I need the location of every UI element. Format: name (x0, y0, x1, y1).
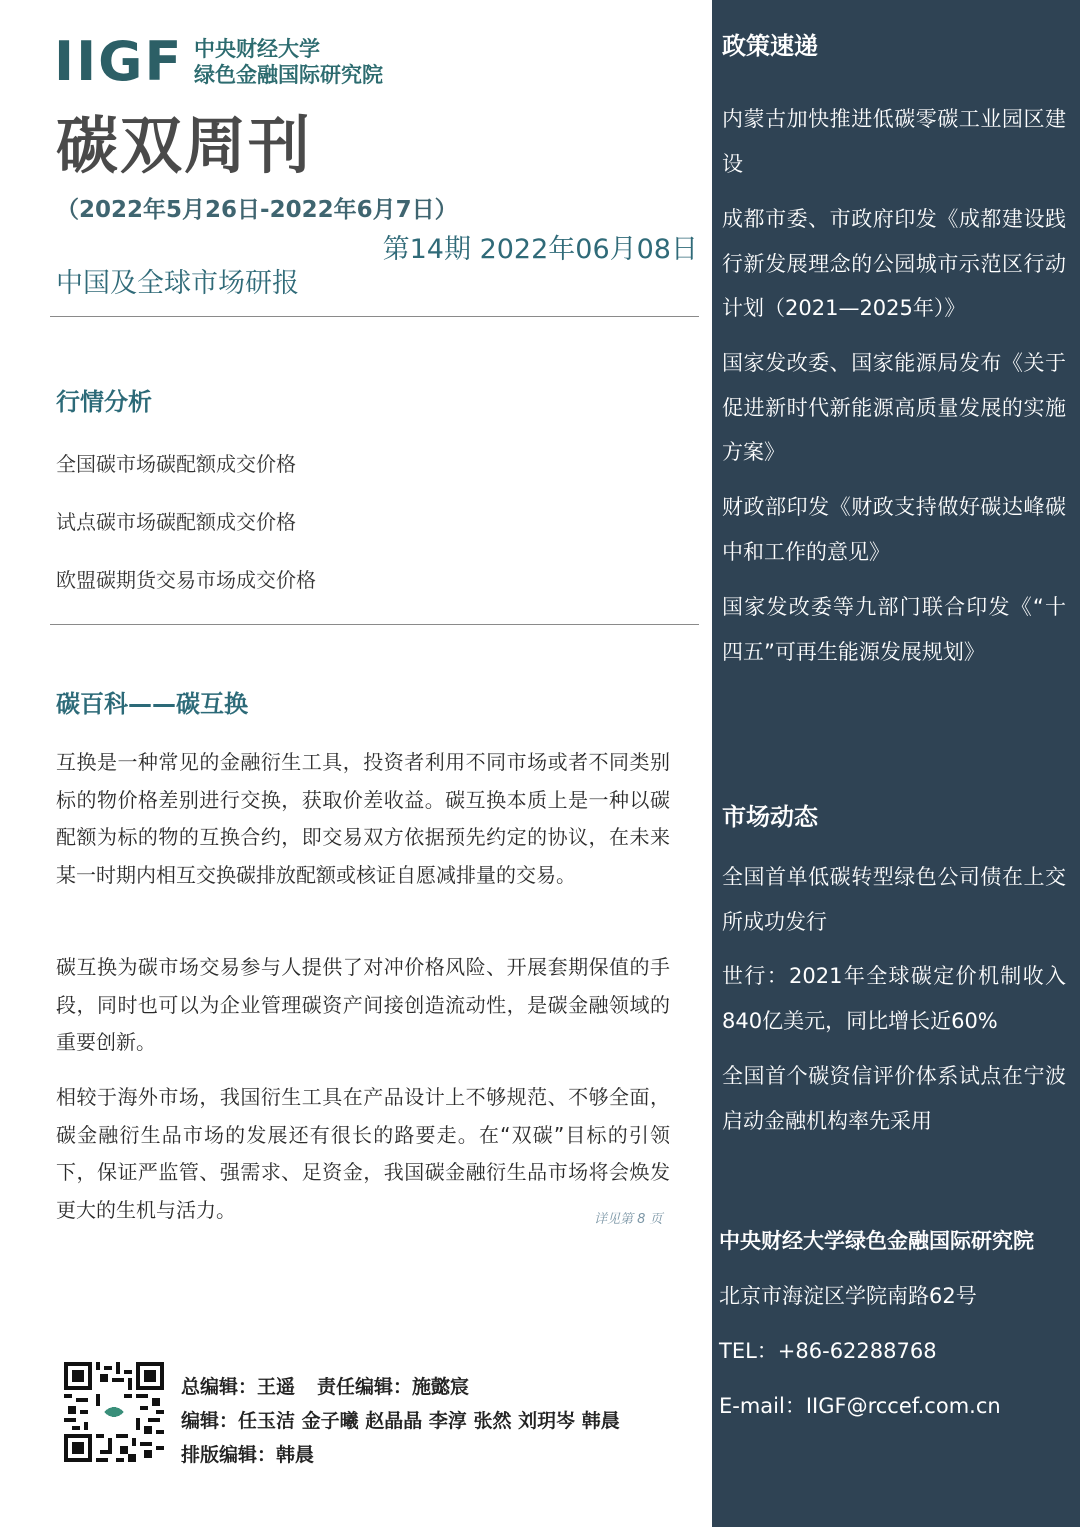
encyclopedia-paragraph: 相较于海外市场，我国衍生工具在产品设计上不够规范、不够全面，碳金融衍生品市场的发展还有很长的路要走。在“双碳”目标的引领下，保证严监管、强需求、足资金，我国碳金融衍生品市场将会焕发更大的生机与活力。 (56, 1085, 670, 1222)
responsible-editor: 责任编辑：施懿宸 (317, 1376, 470, 1398)
market-analysis-item[interactable]: 欧盟碳期货交易市场成交价格 (56, 568, 316, 592)
org-name: 中央财经大学绿色金融国际研究院 (719, 1229, 1034, 1253)
credit-line-layout: 排版编辑：韩晨 (181, 1444, 315, 1466)
policy-item[interactable]: 国家发改委、国家能源局发布《关于促进新时代新能源高质量发展的实施方案》 (722, 351, 1066, 464)
divider-top (50, 316, 699, 317)
org-address: 北京市海淀区学院南路62号 (719, 1284, 977, 1308)
market-analysis-heading: 行情分析 (56, 388, 152, 416)
policy-heading: 政策速递 (722, 32, 818, 60)
policy-item[interactable]: 国家发改委等九部门联合印发《“十四五”可再生能源发展规划》 (722, 595, 1066, 664)
encyclopedia-heading: 碳百科——碳互换 (56, 690, 248, 718)
policy-item[interactable]: 财政部印发《财政支持做好碳达峰碳中和工作的意见》 (722, 495, 1066, 564)
encyclopedia-paragraph: 碳互换为碳市场交易参与人提供了对冲价格风险、开展套期保值的手段，同时也可以为企业管理碳资产间接创造流动性，是碳金融领域的重要创新。 (56, 955, 670, 1054)
page-subtitle: 中国及全球市场研报 (56, 268, 299, 299)
market-heading: 市场动态 (722, 803, 818, 831)
date-range: （2022年5月26日-2022年6月7日） (56, 197, 458, 223)
market-analysis-item[interactable]: 全国碳市场碳配额成交价格 (56, 452, 296, 476)
encyclopedia-paragraph: 互换是一种常见的金融衍生工具，投资者利用不同市场或者不同类别标的物价格差别进行交换，获取价差收益。碳互换本质上是一种以碳配额为标的物的互换合约，即交易双方依据预先约定的协议，在未来某一时期内相互交换碳排放配额或核证自愿减排量的交易。 (56, 750, 670, 887)
logo-letters: IIGF (54, 30, 184, 93)
market-item[interactable]: 世行：2021年全球碳定价机制收入840亿美元，同比增长近60% (722, 964, 1066, 1033)
iigf-logo (54, 30, 414, 94)
qr-code (64, 1362, 164, 1462)
credit-line-editing-team: 编辑：任玉洁 金子曦 赵晶晶 李淳 张然 刘玥岑 韩晨 (181, 1410, 620, 1432)
market-item[interactable]: 全国首个碳资信评价体系试点在宁波启动金融机构率先采用 (722, 1064, 1066, 1133)
chief-editor: 总编辑：王遥 (181, 1376, 296, 1398)
logo-name-line2: 绿色金融国际研究院 (194, 63, 383, 87)
policy-item[interactable]: 成都市委、市政府印发《成都建设践行新发展理念的公园城市示范区行动计划（2021—2025年）》 (722, 207, 1066, 320)
logo-org-name (194, 36, 383, 88)
page-title: 碳双周刊 (56, 109, 313, 182)
market-item[interactable]: 全国首单低碳转型绿色公司债在上交所成功发行 (722, 865, 1066, 934)
policy-item[interactable]: 内蒙古加快推进低碳零碳工业园区建设 (722, 107, 1066, 176)
org-email[interactable]: E-mail：IIGF@rccef.com.cn (719, 1394, 1001, 1418)
issue-number: 第14期 2022年06月08日 (382, 234, 698, 265)
credit-line-editors (181, 1373, 469, 1401)
org-tel: TEL：+86-62288768 (719, 1339, 937, 1363)
divider-middle (50, 624, 699, 625)
see-page-link[interactable]: 详见第 8 页 (594, 1212, 663, 1227)
market-analysis-item[interactable]: 试点碳市场碳配额成交价格 (56, 510, 296, 534)
logo-name-line1: 中央财经大学 (194, 37, 320, 61)
